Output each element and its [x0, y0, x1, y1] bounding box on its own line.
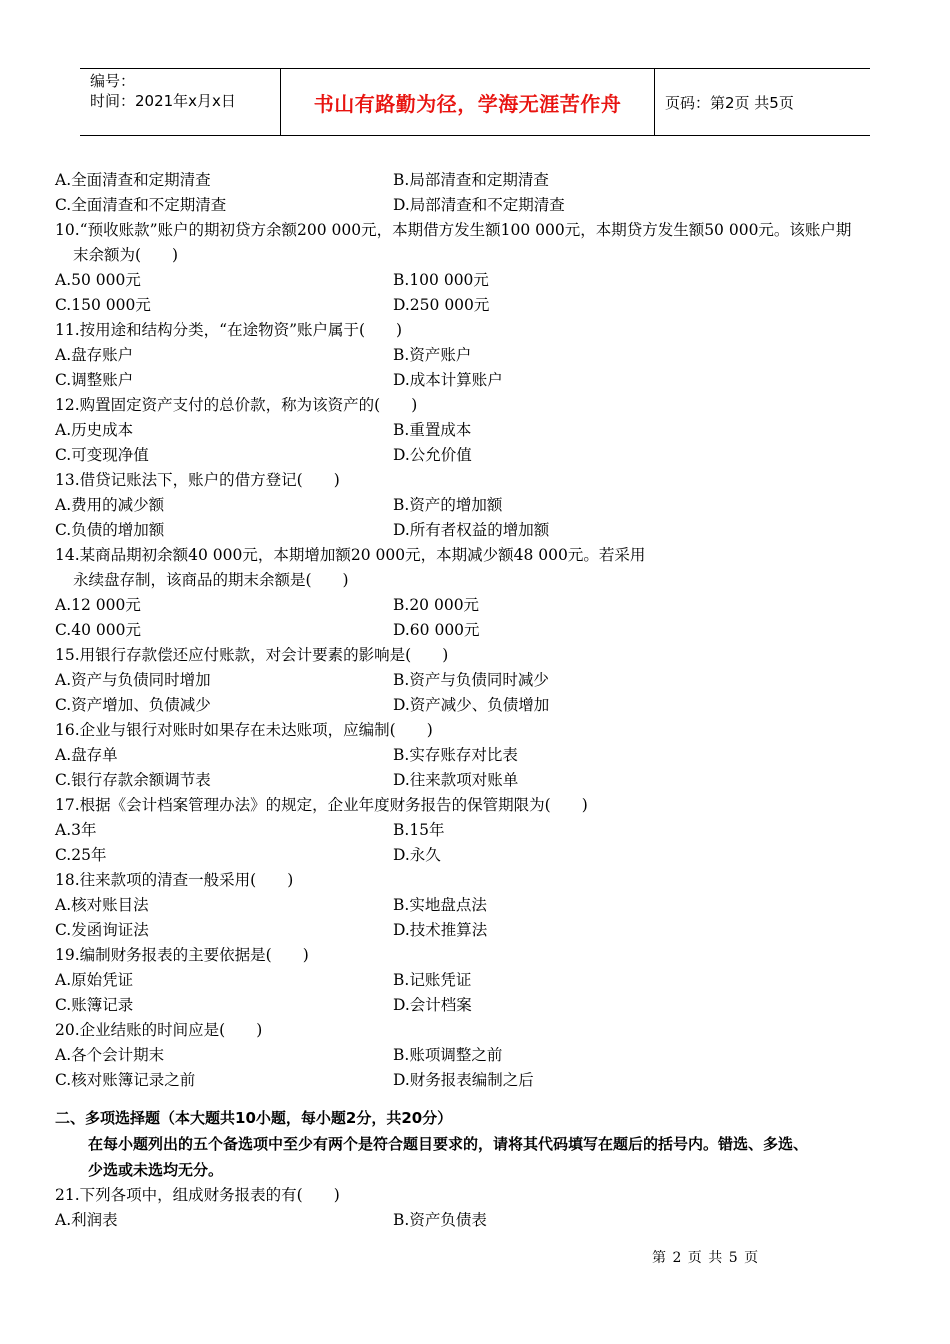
page-footer: 第 2 页 共 5 页	[652, 1250, 760, 1266]
question-13-stem: 13.借贷记账法下，账户的借方登记( )	[55, 471, 340, 489]
option-a: A.3年	[55, 821, 97, 839]
option-row	[55, 668, 900, 693]
option-row	[55, 618, 900, 643]
question-17-stem: 17.根据《会计档案管理办法》的规定，企业年度财务报告的保管期限为( )	[55, 796, 588, 814]
option-a: A.50 000元	[55, 271, 141, 289]
option-a: A.盘存单	[55, 746, 118, 764]
option-row	[55, 193, 900, 218]
option-a: A.资产与负债同时增加	[55, 671, 211, 689]
option-c: C.发函询证法	[55, 921, 149, 939]
section-2-instructions-cont: 少选或未选均无分。	[88, 1161, 224, 1179]
option-row	[55, 1068, 900, 1093]
exam-content	[55, 168, 900, 1233]
question-19-stem: 19.编制财务报表的主要依据是( )	[55, 946, 309, 964]
option-b: B.资产的增加额	[393, 496, 503, 514]
option-d: D.会计档案	[393, 996, 472, 1014]
option-row	[55, 993, 900, 1018]
question-14-stem: 14.某商品期初余额40 000元，本期增加额20 000元，本期减少额48 000元。若采用	[55, 546, 646, 564]
option-c: C.银行存款余额调节表	[55, 771, 211, 789]
option-a: A.各个会计期末	[55, 1046, 165, 1064]
question-12-stem: 12.购置固定资产支付的总价款，称为该资产的( )	[55, 396, 418, 414]
option-c: C.全面清查和不定期清查	[55, 196, 227, 214]
option-a: A.利润表	[55, 1211, 118, 1229]
header-page-label: 页码：第2页 共5页	[665, 93, 794, 112]
option-row	[55, 293, 900, 318]
option-c: C.可变现净值	[55, 446, 149, 464]
option-b: B.资产负债表	[393, 1211, 487, 1229]
option-row	[55, 768, 900, 793]
question-21-stem: 21.下列各项中，组成财务报表的有( )	[55, 1186, 340, 1204]
option-c: C.150 000元	[55, 296, 151, 314]
header-motto: 书山有路勤为径，学海无涯苦作舟	[281, 69, 655, 135]
option-a: A.全面清查和定期清查	[55, 171, 211, 189]
question-20-stem: 20.企业结账的时间应是( )	[55, 1021, 263, 1039]
question-18-stem: 18.往来款项的清查一般采用( )	[55, 871, 294, 889]
header-meta	[80, 69, 281, 135]
question-14-stem-cont: 永续盘存制，该商品的期末余额是( )	[73, 571, 349, 589]
question-16-stem: 16.企业与银行对账时如果存在未达账项，应编制( )	[55, 721, 433, 739]
option-d: D.往来款项对账单	[393, 771, 519, 789]
option-row	[55, 1208, 900, 1233]
option-c: C.核对账簿记录之前	[55, 1071, 196, 1089]
page-header	[80, 68, 870, 136]
option-b: B.资产与负债同时减少	[393, 671, 549, 689]
option-d: D.60 000元	[393, 621, 480, 639]
option-b: B.局部清查和定期清查	[393, 171, 549, 189]
option-a: A.费用的减少额	[55, 496, 165, 514]
option-a: A.盘存账户	[55, 346, 134, 364]
option-d: D.技术推算法	[393, 921, 488, 939]
option-d: D.资产减少、负债增加	[393, 696, 550, 714]
option-row	[55, 918, 900, 943]
option-c: C.账簿记录	[55, 996, 134, 1014]
option-d: D.公允价值	[393, 446, 472, 464]
option-row	[55, 443, 900, 468]
option-b: B.资产账户	[393, 346, 472, 364]
option-b: B.重置成本	[393, 421, 472, 439]
option-row	[55, 968, 900, 993]
question-11-stem: 11.按用途和结构分类，“在途物资”账户属于( )	[55, 321, 403, 339]
option-row	[55, 693, 900, 718]
option-row	[55, 268, 900, 293]
option-d: D.成本计算账户	[393, 371, 503, 389]
option-b: B.15年	[393, 821, 445, 839]
option-row	[55, 743, 900, 768]
option-c: C.40 000元	[55, 621, 141, 639]
option-d: D.财务报表编制之后	[393, 1071, 534, 1089]
question-10-stem-cont: 末余额为( )	[73, 246, 179, 264]
option-row	[55, 818, 900, 843]
option-b: B.账项调整之前	[393, 1046, 503, 1064]
option-a: A.原始凭证	[55, 971, 134, 989]
option-a: A.历史成本	[55, 421, 134, 439]
question-15-stem: 15.用银行存款偿还应付账款，对会计要素的影响是( )	[55, 646, 449, 664]
time-label: 时间：2021年x月x日	[90, 92, 236, 110]
option-row	[55, 518, 900, 543]
option-row	[55, 418, 900, 443]
option-b: B.记账凭证	[393, 971, 472, 989]
option-d: D.局部清查和不定期清查	[393, 196, 565, 214]
section-2-instructions: 在每小题列出的五个备选项中至少有两个是符合题目要求的，请将其代码填写在题后的括号内。错选、多选、	[88, 1135, 809, 1153]
option-c: C.调整账户	[55, 371, 134, 389]
option-c: C.资产增加、负债减少	[55, 696, 211, 714]
section-2-title: 二、多项选择题（本大题共10小题，每小题2分，共20分）	[55, 1109, 453, 1127]
option-row	[55, 168, 900, 193]
option-b: B.实地盘点法	[393, 896, 487, 914]
option-row	[55, 343, 900, 368]
option-b: B.实存账存对比表	[393, 746, 518, 764]
question-10-stem: 10.“预收账款”账户的期初贷方余额200 000元，本期借方发生额100 000元，本期贷方发生额50 000元。该账户期	[55, 221, 852, 239]
option-row	[55, 593, 900, 618]
option-b: B.100 000元	[393, 271, 489, 289]
option-b: B.20 000元	[393, 596, 480, 614]
number-label: 编号：	[90, 72, 136, 90]
option-row	[55, 368, 900, 393]
option-d: D.250 000元	[393, 296, 490, 314]
option-d: D.永久	[393, 846, 441, 864]
option-d: D.所有者权益的增加额	[393, 521, 550, 539]
option-a: A.12 000元	[55, 596, 141, 614]
option-a: A.核对账目法	[55, 896, 149, 914]
option-row	[55, 893, 900, 918]
option-row	[55, 843, 900, 868]
option-row	[55, 493, 900, 518]
option-row	[55, 1043, 900, 1068]
option-c: C.负债的增加额	[55, 521, 165, 539]
option-c: C.25年	[55, 846, 107, 864]
